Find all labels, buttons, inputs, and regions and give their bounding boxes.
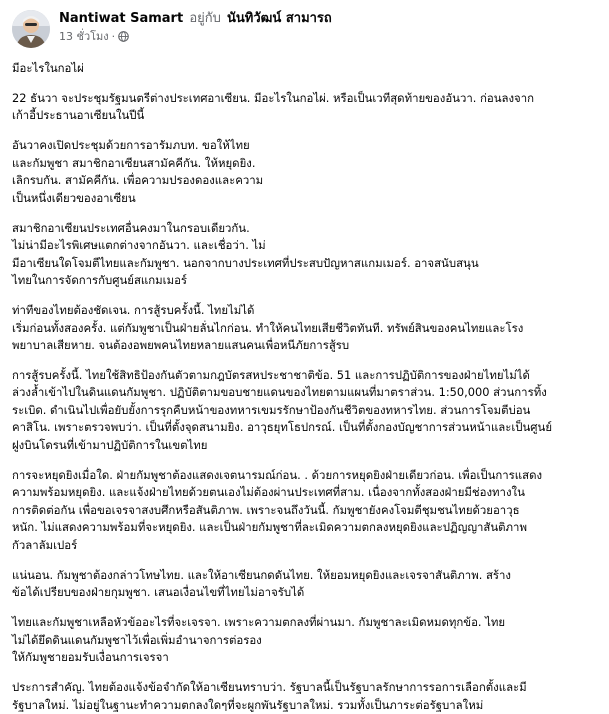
post-body xyxy=(12,60,599,714)
post-text-line: ฝูงบินโดรนที่เข้ามาปฏิบัติการในเขตไทย xyxy=(12,437,208,452)
post-meta xyxy=(59,29,332,44)
post-text-line: เก้าอี้ประธานอาเซียนในปีนี้ xyxy=(12,108,145,123)
post-text-line: ท่าทีของไทยต้องชัดเจน. การสู้รบครั้งนี้. ไทยไม่ได้ xyxy=(12,303,255,318)
post-text-line: มีอาเซียนใดโจมตีไทยและกัมพูชา. นอกจากบางประเทศที่ประสบปัญหาสแกมเมอร์. อาจสนับสนุน xyxy=(12,255,479,270)
post-text-line: ไทยในการจัดการกับศูนย์สแกมเมอร์ xyxy=(12,273,188,288)
post-paragraph xyxy=(12,220,599,290)
author-line xyxy=(59,10,332,27)
post-text-line: ล่วงล้ำเข้าไปในดินแดนกัมพูชา. ปฏิบัติตามขอบชายแดนของไทยตามแผนที่มาตราส่วน. 1:50,000 ส่วนการทิ้ง xyxy=(12,385,547,400)
post-text-line: การติดต่อกัน เพื่อขอเจรจาสงบศึกหรือสันติภาพ. เพราะจนถึงวันนี้. กัมพูชายังคงโจมตีชุมชนไทยด้วยอาวุธ xyxy=(12,502,520,517)
post-text-line: ความพร้อมหยุดยิง. และแจ้งฝ่ายไทยด้วยตนเองไม่ต้องผ่านประเทศที่สาม. เนื่องจากทั้งสองฝ่ายมีช่องทางใน xyxy=(12,485,525,500)
post-text-line: ประการสำคัญ. ไทยต้องแจ้งข้อจำกัดให้อาเซียนทราบว่า. รัฐบาลนี้เป็นรัฐบาลรักษาการรอการเลือกตั้งและมี xyxy=(12,680,527,695)
post-text-line: พยาบาลเสียหาย. จนต้องอพยพคนไทยหลายแสนคนเพื่อหนีภัยการสู้รบ xyxy=(12,338,350,353)
post-text-line: สมาชิกอาเซียนประเทศอื่นคงมาในกรอบเดียวกัน. xyxy=(12,220,250,235)
post-paragraph xyxy=(12,467,599,555)
post-text-line: ไทยและกัมพูชาเหลือหัวข้ออะไรที่จะเจรจา. เพราะความตกลงที่ผ่านมา. กัมพูชาละเมิดหมดทุกข้อ. ไทย xyxy=(12,615,506,630)
post-text-line: เป็นหนึ่งเดียวของอาเซียน xyxy=(12,190,136,205)
globe-icon[interactable] xyxy=(118,31,129,42)
author-name-link[interactable]: Nantiwat Samart xyxy=(59,11,184,26)
post-text-line: 22 ธันวา จะประชุมรัฐมนตรีต่างประเทศอาเซียน. มีอะไรในกอไผ่. หรือเป็นเวทีสุดท้ายของอันวา. ก่อนลงจาก xyxy=(12,90,535,105)
post-text-line: แน่นอน. กัมพูชาต้องกล่าวโทษไทย. และให้อาเซียนกดดันไทย. ให้ยอมหยุดยิงและเจรจาสันติภาพ. สร้าง xyxy=(12,567,511,582)
post-paragraph xyxy=(12,567,599,602)
post-text-line: ไม่ได้ยึดดินแดนกัมพูชาไว้เพื่อเพิ่มอำนาจการต่อรอง xyxy=(12,632,262,647)
avatar[interactable] xyxy=(12,10,50,48)
post-text-line: รัฐบาลใหม่. ไม่อยู่ในฐานะทำความตกลงใดๆที่จะผูกพันรัฐบาลใหม่. รวมทั้งเป็นภาระต่อรัฐบาลใหม่ xyxy=(12,697,484,712)
post-text-line: เริ่มก่อนทั้งสองครั้ง. แต่กัมพูชาเป็นฝ่ายลั่นไกก่อน. ทำให้คนไทยเสียชีวิตทันที. ทรัพย์สินของคนไทยและโรง xyxy=(12,320,524,335)
post-timestamp[interactable]: 13 ชั่วโมง xyxy=(59,30,109,43)
post-paragraph xyxy=(12,614,599,667)
post-paragraph xyxy=(12,367,599,455)
post-text-line: การจะหยุดยิงเมื่อใด. ฝ่ายกัมพูชาต้องแสดงเจตนารมณ์ก่อน. . ด้วยการหยุดยิงฝ่ายเดียวก่อน. เพื่อเป็นการแสดง xyxy=(12,467,543,482)
post-header xyxy=(12,0,599,60)
with-label: อยู่กับ xyxy=(189,11,221,26)
post-text-line: ระเบิด. ดำเนินไปเพื่อยับยั้งการรุกคืบหน้าของทหารเขมรรักษาป้องกันชีวิตของทหารไทย. ส่วนการโจมตีบ่อน xyxy=(12,402,531,417)
post-text-line: การสู้รบครั้งนี้. ไทยใช้สิทธิป้องกันตัวตามกฎบัตรสหประชาชาติข้อ. 51 และการปฏิบัติการของฝ่ายไทยไม่ได้ xyxy=(12,367,530,382)
header-text xyxy=(59,8,332,44)
post-text-line: ข้อได้เปรียบของฝ่ายกุมพูชา. เสนอเงื่อนไขที่ไทยไม่อาจรับได้ xyxy=(12,585,305,600)
separator-dot: · xyxy=(111,30,116,43)
post-text-line: อันวาคงเปิดประชุมด้วยการอารัมภบท. ขอให้ไทย xyxy=(12,138,250,153)
post-paragraph xyxy=(12,137,599,207)
post-text-line: ให้กัมพูชายอมรับเงื่อนการเจรจา xyxy=(12,650,169,665)
post-paragraph xyxy=(12,679,599,714)
post-text-line: คาสิโน. เพราะตรวจพบว่า. เป็นที่ตั้งจุดสนามยิง. อาวุธยุทโธปกรณ์. เป็นที่ตั้งกองบัญชาการส่วนหน้าและเป็นศูนย์ xyxy=(12,420,552,435)
post-text-line: ไม่น่ามีอะไรพิเศษแตกต่างจากอันวา. และเชื่อว่า. ไม่ xyxy=(12,238,266,253)
post-text-line: และกัมพูชา สมาชิกอาเซียนสามัคคีกัน. ให้หยุดยิง. xyxy=(12,155,256,170)
post-text-line: กัวลาลัมเปอร์ xyxy=(12,537,78,552)
post-text-line: เลิกรบกัน. สามัคคีกัน. เพื่อความปรองดองและความ xyxy=(12,173,264,188)
tagged-page-link[interactable]: นันทิวัฒน์ สามารถ xyxy=(227,11,332,26)
post-paragraph xyxy=(12,60,599,78)
post-text-line: หนัก. ไม่แสดงความพร้อมที่จะหยุดยิง. และเป็นฝ่ายกัมพูชาที่ละเมิดความตกลงหยุดยิงและปฏิญญาสันติภาพ xyxy=(12,520,527,535)
profile-photo-icon xyxy=(12,10,50,48)
post-paragraph xyxy=(12,302,599,355)
post-text-line: มีอะไรในกอไผ่ xyxy=(12,61,84,75)
post-paragraph xyxy=(12,90,599,125)
